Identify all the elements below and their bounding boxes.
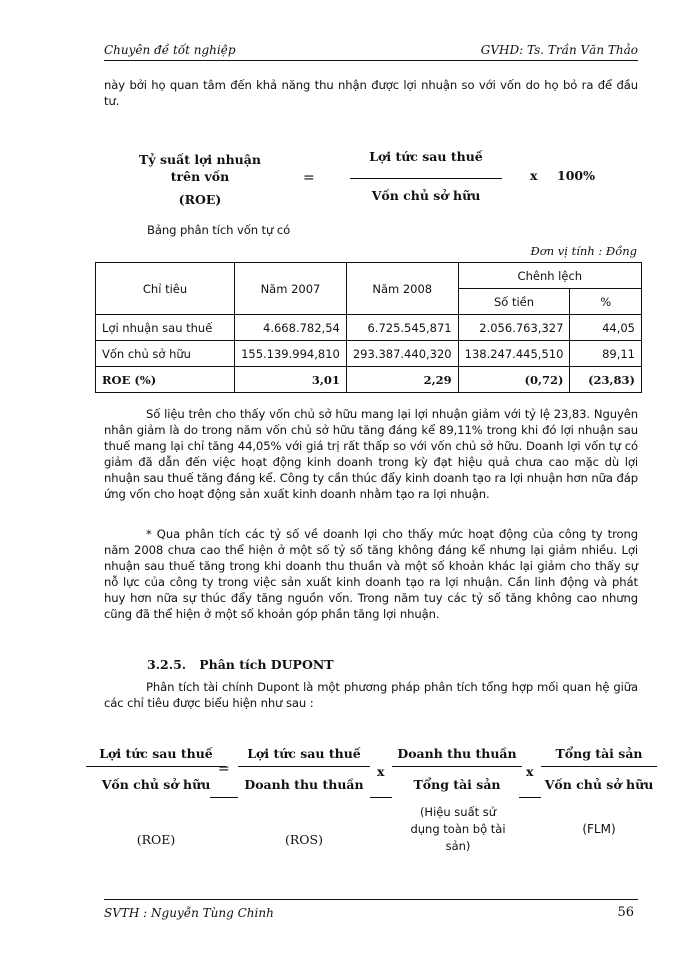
- dupont-f4-den: Vốn chủ sở hữu: [544, 777, 654, 792]
- dupont-f4-label: (FLM): [582, 822, 616, 836]
- paragraph-1: Số liệu trên cho thấy vốn chủ sở hữu mang lại lợi nhuận giảm với tỷ lệ 23,83. Nguyên nhân giảm là do trong năm vốn chủ sở hữu tăng đáng kể 89,11% trong khi đó lợi nhuận sau thuế mang lại chỉ tăng 44,05% với giá trị rất thấp so với vốn chủ sở hữu. Doanh lợi vốn tự có giảm đã dẫn đến việc hoạt động kinh doanh trong kỳ đạt hiệu quả chưa cao mặc dù lợi nhuận sau thuế tăng đáng kể. Công ty cần thúc đẩy kinh doanh tạo ra lợi nhuận hơn nữa đáp ứng vốn cho hoạt động sản xuất kinh doanh nhằm tạo ra lợi nhuận.: [104, 407, 638, 501]
- paragraph-2: * Qua phân tích các tỷ số về doanh lợi cho thấy mức hoạt động của công ty trong năm 2008 chưa cao thể hiện ở một số tỷ số tăng không đáng kể nhưng lại giảm nhiều. Lợi nhuận sau thuế tăng trong khi doanh thu thuần và một số khoản khác lại giảm cho thấy sự nỗ lực của công ty trong việc sản xuất kinh doanh tạo ra lợi nhuận. Cần linh động và phát huy hơn nữa sự thúc đẩy tăng nguồn vốn. Trong năm tuy các tỷ số tăng không cao nhưng cũng đã thể hiện ở một số khoản góp phần tăng lợi nhuận.: [104, 527, 638, 621]
- roe-lhs-line3: (ROE): [178, 192, 222, 207]
- roe-percent: 100%: [557, 168, 595, 183]
- roe-multiplier: x: [530, 168, 538, 183]
- footer-rule: [104, 899, 638, 900]
- dupont-f1-num: Lợi tức sau thuế: [99, 746, 213, 761]
- cell-2008: 6.725.545,871: [346, 315, 458, 341]
- dupont-f4-num: Tổng tài sản: [555, 746, 643, 761]
- cell-2007: 3,01: [235, 367, 347, 393]
- cell-2007: 155.139.994,810: [235, 341, 347, 367]
- paragraph-3: Phân tích tài chính Dupont là một phương pháp phân tích tổng hợp mối quan hệ giữa các chỉ tiêu được biểu hiện như sau :: [104, 680, 638, 710]
- roe-equals: =: [303, 170, 315, 186]
- page-number: 56: [617, 905, 634, 920]
- dupont-f3-label: (Hiệu suất sử dụng toàn bộ tài sản): [410, 805, 506, 853]
- dupont-f3-line: [392, 766, 522, 767]
- dupont-f1-line: [86, 766, 226, 767]
- cell-2008: 2,29: [346, 367, 458, 393]
- roe-lhs-line1: Tỷ suất lợi nhuận: [139, 152, 261, 167]
- dupont-f3-num: Doanh thu thuần: [397, 746, 517, 761]
- cell-label: ROE (%): [96, 367, 235, 393]
- dupont-f2-num: Lợi tức sau thuế: [247, 746, 361, 761]
- section-heading: 3.2.5. Phân tích DUPONT: [147, 657, 334, 672]
- cell-pct: 44,05: [570, 315, 642, 341]
- cell-amount: (0,72): [458, 367, 570, 393]
- dupont-dash-1: [210, 797, 238, 798]
- dupont-f2-den: Doanh thu thuần: [244, 777, 364, 792]
- dupont-f2-line: [238, 766, 370, 767]
- dupont-equals: =: [218, 761, 230, 777]
- dupont-f3-den: Tổng tài sản: [413, 777, 501, 792]
- table-title: Bảng phân tích vốn tự có: [147, 223, 291, 237]
- th-indicator: Chỉ tiêu: [96, 263, 235, 315]
- header-left: Chuyên đề tốt nghiệp: [104, 43, 236, 57]
- th-2008: Năm 2008: [346, 263, 458, 315]
- dupont-f4-line: [541, 766, 657, 767]
- th-amount: Số tiền: [458, 289, 570, 315]
- footer-left: SVTH : Nguyễn Tùng Chinh: [104, 906, 274, 920]
- intro-text: này bởi họ quan tâm đến khả năng thu nhận được lợi nhuận so với vốn do họ bỏ ra để đầu tư.: [104, 78, 638, 108]
- cell-amount: 138.247.445,510: [458, 341, 570, 367]
- roe-lhs-line2: trên vốn: [170, 169, 230, 184]
- cell-2007: 4.668.782,54: [235, 315, 347, 341]
- roe-denominator: Vốn chủ sở hữu: [371, 188, 481, 203]
- cell-amount: 2.056.763,327: [458, 315, 570, 341]
- cell-label: Vốn chủ sở hữu: [96, 341, 235, 367]
- unit-label: Đơn vị tính : Đồng: [530, 244, 637, 258]
- dupont-x1: x: [377, 764, 385, 779]
- cell-pct: 89,11: [570, 341, 642, 367]
- dupont-f2-label: (ROS): [285, 832, 323, 847]
- roe-numerator: Lợi tức sau thuế: [369, 149, 483, 164]
- dupont-f1-label: (ROE): [136, 832, 176, 847]
- cell-pct: (23,83): [570, 367, 642, 393]
- cell-label: Lợi nhuận sau thuế: [96, 315, 235, 341]
- dupont-dash-2: [370, 797, 392, 798]
- th-pct: %: [570, 289, 642, 315]
- th-2007: Năm 2007: [235, 263, 347, 315]
- header-right: GVHD: Ts. Trần Văn Thảo: [480, 43, 638, 57]
- th-diff: Chênh lệch: [458, 263, 641, 289]
- dupont-f1-den: Vốn chủ sở hữu: [101, 777, 211, 792]
- dupont-x2: x: [526, 764, 534, 779]
- cell-2008: 293.387.440,320: [346, 341, 458, 367]
- dupont-dash-3: [519, 797, 541, 798]
